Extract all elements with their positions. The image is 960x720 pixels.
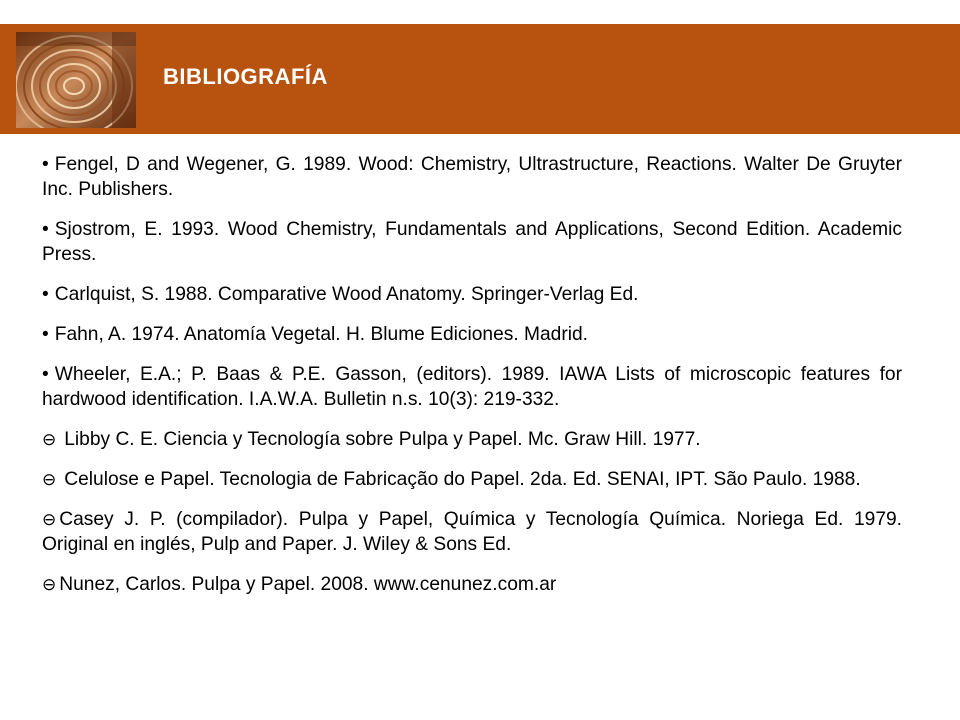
list-item bbox=[42, 282, 902, 307]
bullet-icon: • bbox=[42, 364, 49, 385]
bullet-icon: • bbox=[42, 154, 49, 175]
reference-text: Fahn, A. 1974. Anatomía Vegetal. H. Blume Ediciones. Madrid. bbox=[54, 324, 589, 345]
list-item bbox=[42, 152, 902, 202]
bullet-icon: • bbox=[42, 219, 49, 240]
circle-minus-bullet-icon: ⊖ bbox=[42, 510, 57, 529]
list-item bbox=[42, 572, 902, 597]
list-item bbox=[42, 322, 902, 347]
reference-text: Sjostrom, E. 1993. Wood Chemistry, Fundamentals and Applications, Second Edition. Academic Press. bbox=[42, 219, 902, 265]
bullet-icon: • bbox=[42, 324, 49, 345]
bibliography-list bbox=[42, 152, 902, 612]
reference-text: Fengel, D and Wegener, G. 1989. Wood: Chemistry, Ultrastructure, Reactions. Walter De Gruyter Inc. Publishers. bbox=[42, 154, 902, 200]
reference-text: Carlquist, S. 1988. Comparative Wood Anatomy. Springer-Verlag Ed. bbox=[54, 284, 639, 305]
wood-rings-graphic bbox=[16, 32, 136, 128]
reference-text: Wheeler, E.A.; P. Baas & P.E. Gasson, (editors). 1989. IAWA Lists of microscopic features for hardwood identification. I.A.W.A. Bulletin n.s. 10(3): 219-332. bbox=[42, 364, 902, 410]
list-item bbox=[42, 362, 902, 412]
reference-text: Casey J. P. (compilador). Pulpa y Papel, Química y Tecnología Química. Noriega Ed. 1979. Original en inglés, Pulp and Paper. J. Wiley & Sons Ed. bbox=[42, 509, 902, 555]
list-item bbox=[42, 427, 902, 452]
reference-text: Nunez, Carlos. Pulpa y Papel. 2008. www.cenunez.com.ar bbox=[59, 574, 557, 595]
circle-minus-bullet-icon: ⊖ bbox=[42, 470, 57, 489]
list-item bbox=[42, 507, 902, 557]
list-item bbox=[42, 467, 902, 492]
bullet-icon: • bbox=[42, 284, 49, 305]
reference-text: Libby C. E. Ciencia y Tecnología sobre Pulpa y Papel. Mc. Graw Hill. 1977. bbox=[64, 429, 701, 450]
header-bar bbox=[0, 24, 960, 134]
page-title: BIBLIOGRAFÍA bbox=[163, 64, 328, 89]
circle-minus-bullet-icon: ⊖ bbox=[42, 430, 57, 449]
circle-minus-bullet-icon: ⊖ bbox=[42, 575, 57, 594]
reference-text: Celulose e Papel. Tecnologia de Fabricação do Papel. 2da. Ed. SENAI, IPT. São Paulo. 1988. bbox=[64, 469, 861, 490]
wood-cross-section-icon bbox=[16, 32, 136, 128]
list-item bbox=[42, 217, 902, 267]
